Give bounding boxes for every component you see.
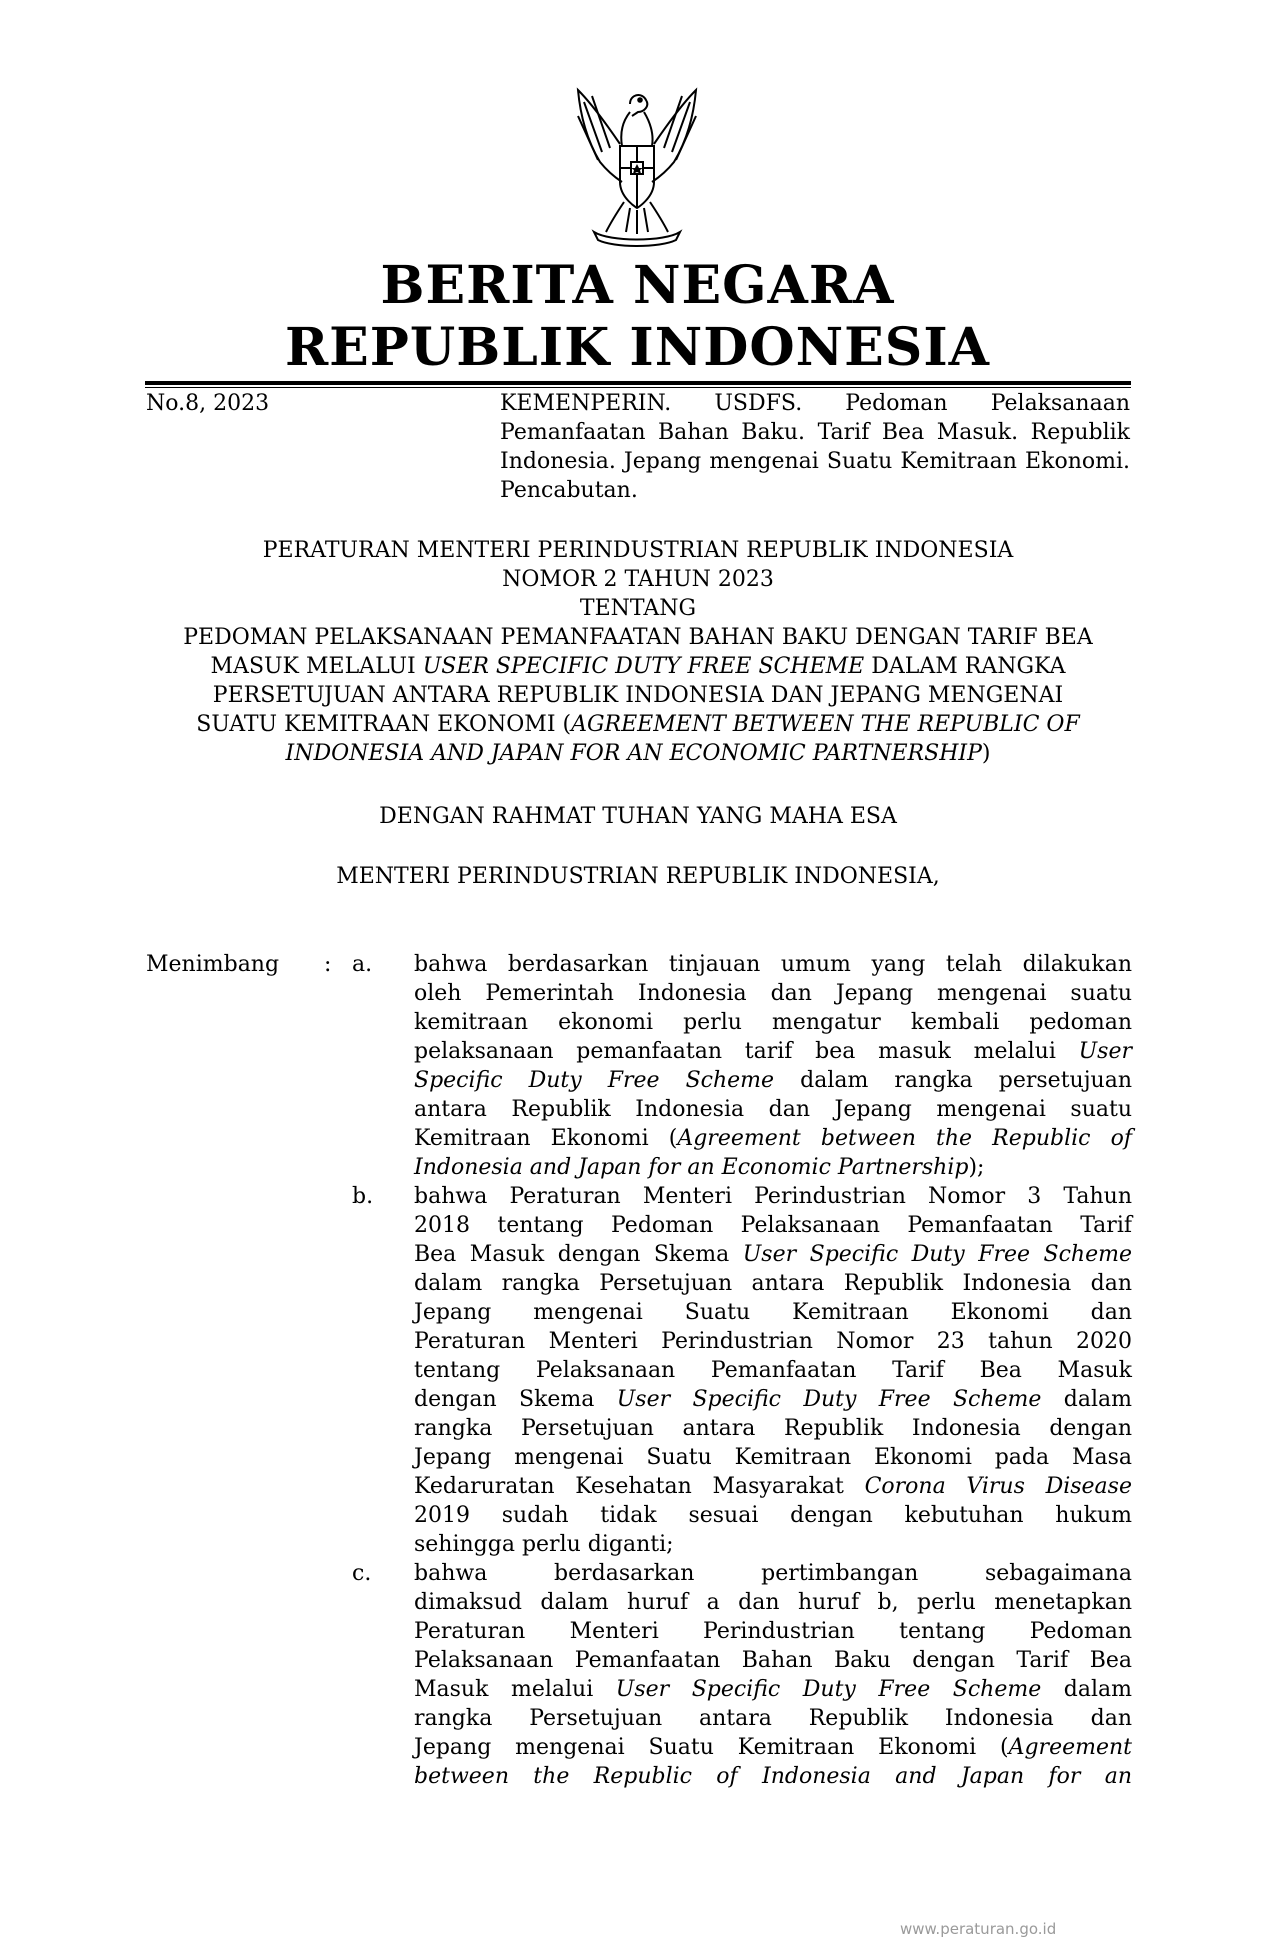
- gazette-summary: KEMENPERIN. USDFS. Pedoman Pelaksanaan Pemanfaatan Bahan Baku. Tarif Bea Masuk. Republik Indonesia. Jepang mengenai Suatu Kemitraan Ekonomi. Pencabutan.: [500, 391, 1130, 503]
- text-line: 2019 sudah tidak sesuai dengan kebutuhan hukum: [414, 1503, 1132, 1528]
- text-line: Specific Duty Free Scheme dalam rangka persetujuan: [414, 1068, 1132, 1093]
- clause-c: [414, 1559, 1132, 1791]
- text-line: Bea Masuk dengan Skema User Specific Duty Free Scheme: [414, 1242, 1132, 1267]
- considering-label: Menimbang: [146, 952, 280, 977]
- minister-line: MENTERI PERINDUSTRIAN REPUBLIK INDONESIA,: [336, 864, 940, 889]
- regulation-subject-line: PEDOMAN PELAKSANAAN PEMANFAATAN BAHAN BAKU DENGAN TARIF BEA: [183, 625, 1093, 650]
- text-line: oleh Pemerintah Indonesia dan Jepang mengenai suatu: [414, 981, 1132, 1006]
- text-line: dimaksud dalam huruf a dan huruf b, perlu menetapkan: [414, 1590, 1132, 1615]
- regulation-heading: [140, 536, 1136, 768]
- header-rule-thin: [145, 387, 1131, 388]
- regulation-title: PERATURAN MENTERI PERINDUSTRIAN REPUBLIK INDONESIA: [262, 538, 1014, 563]
- text-line: bahwa berdasarkan tinjauan umum yang telah dilakukan: [414, 952, 1132, 977]
- text-line: tentang Pelaksanaan Pemanfaatan Tarif Bea Masuk: [414, 1358, 1132, 1383]
- text-line: sehingga perlu diganti;: [414, 1532, 674, 1557]
- text-line: Peraturan Menteri Perindustrian tentang Pedoman: [414, 1619, 1132, 1644]
- regulation-subject-line: MASUK MELALUI USER SPECIFIC DUTY FREE SCHEME DALAM RANGKA: [210, 654, 1066, 679]
- text-line: Kedaruratan Kesehatan Masyarakat Corona Virus Disease: [414, 1474, 1132, 1499]
- regulation-subject-line: PERSETUJUAN ANTARA REPUBLIK INDONESIA DAN JEPANG MENGENAI: [212, 683, 1064, 708]
- regulation-about: TENTANG: [579, 596, 697, 621]
- text-line: antara Republik Indonesia dan Jepang mengenai suatu: [414, 1097, 1132, 1122]
- text-line: rangka Persetujuan antara Republik Indonesia dengan: [414, 1416, 1132, 1441]
- clause-b-marker: b.: [352, 1184, 374, 1209]
- text-line: Jepang mengenai Suatu Kemitraan Ekonomi dan: [414, 1300, 1132, 1325]
- gazette-number: No.8, 2023: [146, 391, 270, 416]
- text-line: Pelaksanaan Pemanfaatan Bahan Baku dengan Tarif Bea: [414, 1648, 1132, 1673]
- text-line: Jepang mengenai Suatu Kemitraan Ekonomi pada Masa: [414, 1445, 1132, 1470]
- text-line: Jepang mengenai Suatu Kemitraan Ekonomi (Agreement: [414, 1735, 1132, 1760]
- text-line: dengan Skema User Specific Duty Free Scheme dalam: [414, 1387, 1132, 1412]
- header-rule-thick: [145, 381, 1131, 385]
- clause-a: [414, 950, 1132, 1182]
- site-watermark: www.peraturan.go.id: [900, 1920, 1057, 1938]
- text-line: pelaksanaan pemanfaatan tarif bea masuk melalui User: [414, 1039, 1132, 1064]
- garuda-emblem: [550, 82, 724, 248]
- gazette-title-line1: BERITA NEGARA: [380, 255, 895, 316]
- text-line: bahwa Peraturan Menteri Perindustrian Nomor 3 Tahun: [414, 1184, 1132, 1209]
- text-line: rangka Persetujuan antara Republik Indonesia dan: [414, 1706, 1132, 1731]
- text-line: Kemitraan Ekonomi (Agreement between the Republic of: [414, 1126, 1132, 1151]
- text-line: dalam rangka Persetujuan antara Republik Indonesia dan: [414, 1271, 1132, 1296]
- text-line: Masuk melalui User Specific Duty Free Scheme dalam: [414, 1677, 1132, 1702]
- clause-a-marker: a.: [352, 952, 373, 977]
- regulation-subject-line: INDONESIA AND JAPAN FOR AN ECONOMIC PARTNERSHIP): [285, 741, 991, 766]
- text-line: kemitraan ekonomi perlu mengatur kembali pedoman: [414, 1010, 1132, 1035]
- clause-c-marker: c.: [352, 1561, 372, 1586]
- considering-colon: :: [324, 952, 332, 977]
- text-line: bahwa berdasarkan pertimbangan sebagaimana: [414, 1561, 1132, 1586]
- text-line: Peraturan Menteri Perindustrian Nomor 23 tahun 2020: [414, 1329, 1132, 1354]
- text-line: 2018 tentang Pedoman Pelaksanaan Pemanfaatan Tarif: [414, 1213, 1132, 1238]
- regulation-subject-line: SUATU KEMITRAAN EKONOMI (AGREEMENT BETWEEN THE REPUBLIC OF: [196, 712, 1080, 737]
- blessing-line: DENGAN RAHMAT TUHAN YANG MAHA ESA: [379, 804, 897, 829]
- text-line: Indonesia and Japan for an Economic Partnership);: [414, 1155, 985, 1180]
- clause-b: [414, 1182, 1132, 1559]
- regulation-number: NOMOR 2 TAHUN 2023: [502, 567, 774, 592]
- text-line: between the Republic of Indonesia and Japan for an: [414, 1764, 1132, 1789]
- gazette-title-line2: REPUBLIK INDONESIA: [284, 317, 991, 378]
